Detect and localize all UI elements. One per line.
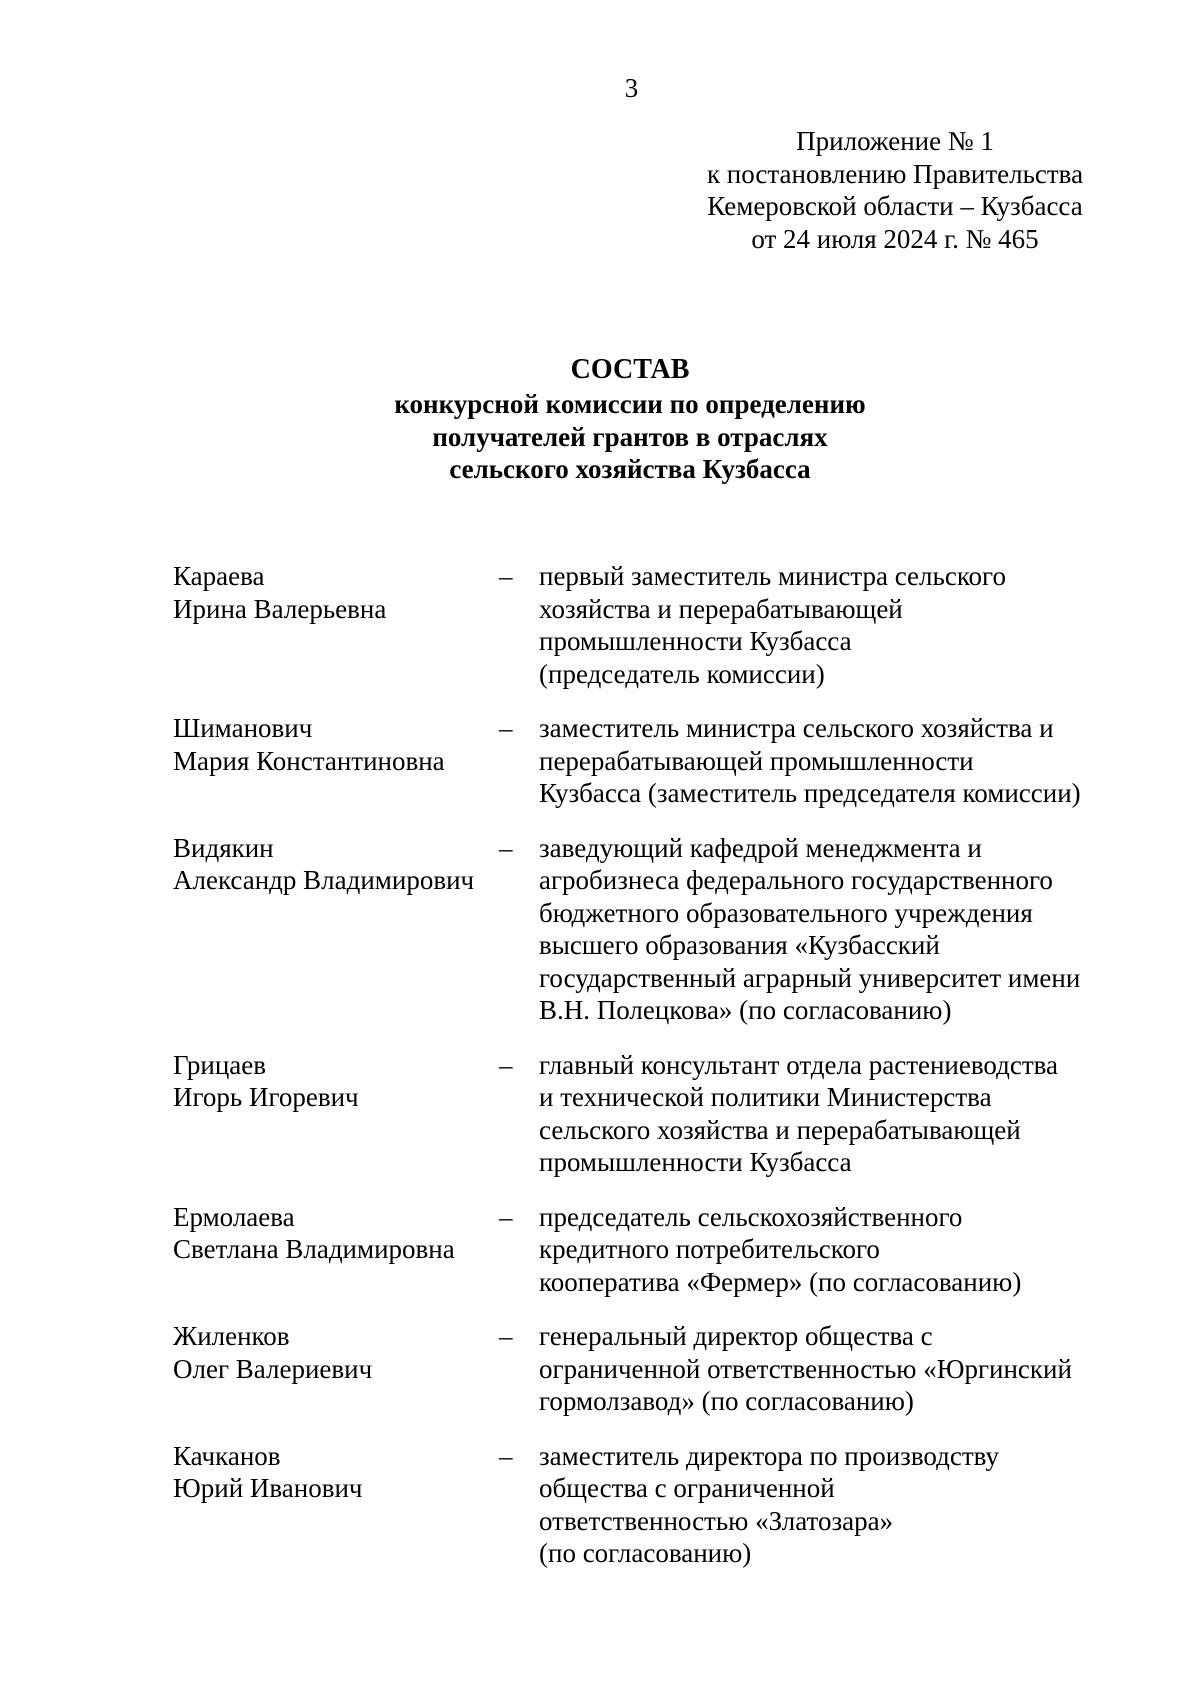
position-line: промышленности Кузбасса [539,1147,852,1177]
member-given-names: Юрий Иванович [173,1473,363,1503]
position-line: агробизнеса федерального государственного [539,865,1053,895]
position-line: заведующий кафедрой менеджмента и [539,832,982,863]
appendix-line: от 24 июля 2024 г. № 465 [751,223,1039,254]
commission-members-list [173,560,1173,1592]
position-line: (председатель комиссии) [539,658,825,689]
member-surname: Жиленков [173,1321,290,1351]
member-surname: Видякин [173,832,274,863]
member-position [539,560,1159,690]
member-name [173,560,493,625]
position-line: гормолзавод» (по согласованию) [539,1386,914,1416]
position-line: (по согласованию) [539,1538,752,1568]
member-position [539,832,1159,1027]
document-title [330,352,930,486]
member-entry [173,1201,1173,1299]
page-number: 3 [624,73,639,103]
member-given-names: Игорь Игоревич [173,1082,359,1112]
title-line: конкурсной комиссии по определению [394,389,866,419]
position-line: ответственностью «Златозара» [539,1505,894,1536]
position-line: бюджетного образовательного учреждения [539,897,1033,928]
member-entry [173,712,1173,810]
position-line: кредитного потребительского [539,1234,880,1264]
member-entry [173,560,1173,690]
position-line: государственный аграрный университет имени [539,962,1081,993]
member-surname: Качканов [173,1440,281,1471]
position-line: ограниченной ответственностью «Юргинский [539,1353,1072,1384]
member-name [173,1320,493,1385]
member-position [539,1320,1159,1418]
member-position [539,1201,1159,1299]
position-line: заместитель директора по производству [539,1440,999,1471]
position-line: общества с ограниченной [539,1473,835,1503]
title-main: СОСТАВ [570,354,690,385]
member-dash: – [499,1321,513,1351]
member-given-names: Светлана Владимировна [173,1234,455,1264]
member-dash: – [499,561,513,591]
member-position [539,1440,1159,1570]
position-line: высшего образования «Кузбасский [539,930,940,960]
position-line: заместитель министра сельского хозяйства и [539,713,1054,743]
appendix-header [678,125,1112,255]
member-surname: Ермолаева [173,1201,295,1232]
title-line: получателей грантов в отраслях [432,421,828,452]
member-dash: – [499,832,513,863]
member-entry [173,1440,1173,1570]
appendix-line: Кемеровской области – Кузбасса [707,191,1083,221]
title-line: сельского хозяйства Кузбасса [449,454,811,484]
member-entry [173,832,1173,1027]
position-line: В.Н. Полецкова» (по согласованию) [539,995,952,1025]
member-name [173,1201,493,1266]
member-name [173,832,493,897]
member-surname: Грицаев [173,1049,267,1080]
appendix-line: к постановлению Правительства [706,158,1084,189]
position-line: председатель сельскохозяйственного [539,1201,963,1232]
position-line: генеральный директор общества с [539,1321,933,1351]
member-given-names: Олег Валериевич [173,1353,373,1384]
member-name [173,1440,493,1505]
position-line: главный консультант отдела растениеводства [539,1049,1059,1080]
position-line: кооператива «Фермер» (по согласованию) [539,1266,1022,1297]
member-dash: – [499,1201,513,1232]
member-given-names: Мария Константиновна [173,745,445,776]
member-surname: Шиманович [173,713,313,743]
member-entry [173,1320,1173,1418]
position-line: промышленности Кузбасса [539,626,852,656]
member-dash: – [499,713,513,743]
position-line: первый заместитель министра сельского [539,561,1006,591]
member-given-names: Ирина Валерьевна [173,593,387,624]
position-line: перерабатывающей промышленности [539,745,974,776]
member-surname: Караева [173,561,265,591]
member-name [173,1049,493,1114]
member-name [173,712,493,777]
position-line: Кузбасса (заместитель председателя комиссии) [539,778,1081,808]
member-entry [173,1049,1173,1179]
position-line: и технической политики Министерства [539,1082,992,1112]
member-position [539,712,1159,810]
member-dash: – [499,1049,513,1080]
member-dash: – [499,1440,513,1471]
position-line: хозяйства и перерабатывающей [539,593,903,624]
position-line: сельского хозяйства и перерабатывающей [539,1114,1021,1145]
member-position [539,1049,1159,1179]
member-given-names: Александр Владимирович [173,865,475,895]
appendix-line: Приложение № 1 [796,126,994,156]
